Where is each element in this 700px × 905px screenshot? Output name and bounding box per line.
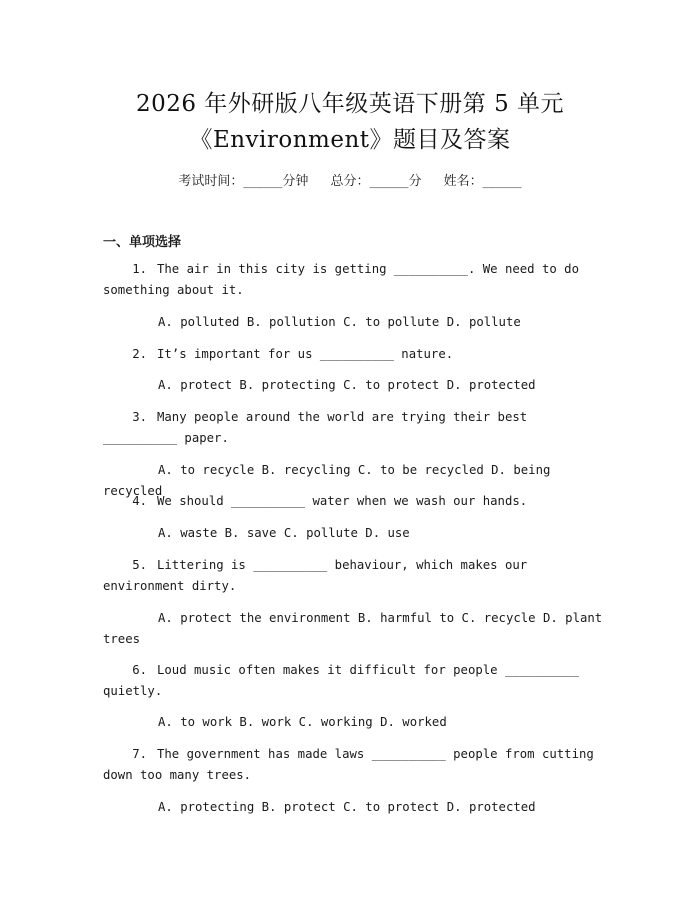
exam-info-line [0,170,700,189]
question-3 [103,407,603,449]
question-number: 5. [132,558,147,572]
question-text: We should __________ water when we wash our hands. [157,494,528,508]
question-7 [103,744,603,786]
question-number: 2. [132,347,147,361]
question-text: Littering is __________ behaviour, which makes our environment dirty. [103,558,528,593]
student-name-field: 姓名：______ [443,174,522,189]
question-2-options: A. protect B. protecting C. to protect D. protected [158,378,536,392]
question-6 [103,660,603,702]
question-text: The government has made laws __________ people from cutting down too many trees. [103,747,594,782]
question-5-options: A. protect the environment B. harmful to C. recycle D. plant trees [103,611,603,646]
question-number: 6. [132,663,147,677]
question-number: 7. [132,747,147,761]
question-2 [103,344,603,365]
question-5 [103,555,603,597]
question-1-options: A. polluted B. pollution C. to pollute D. pollute [158,315,521,329]
question-text: It’s important for us __________ nature. [157,347,454,361]
question-4-options: A. waste B. save C. pollute D. use [158,526,410,540]
question-text: Loud music often makes it difficult for people __________ quietly. [103,663,579,698]
total-score-field: 总分：______分 [330,174,422,189]
question-number: 1. [132,262,147,276]
document-title-line-1: 2026 年外研版八年级英语下册第 5 单元 [135,91,565,117]
question-3-options: A. to recycle B. recycling C. to be recycled D. being recycled [103,463,551,498]
question-6-options: A. to work B. work C. working D. worked [158,715,447,729]
question-text: Many people around the world are trying their best __________ paper. [103,410,528,445]
question-text: The air in this city is getting __________. We need to do something about it. [103,262,579,297]
document-title-line-2: 《Environment》题目及答案 [189,127,511,153]
question-number: 4. [132,494,147,508]
question-number: 3. [132,410,147,424]
section-title: 一、单项选择 [103,235,182,250]
exam-time-field: 考试时间：______分钟 [178,174,309,189]
question-7-options: A. protecting B. protect C. to protect D. protected [158,800,536,814]
question-1 [103,259,603,301]
question-4 [103,491,603,512]
